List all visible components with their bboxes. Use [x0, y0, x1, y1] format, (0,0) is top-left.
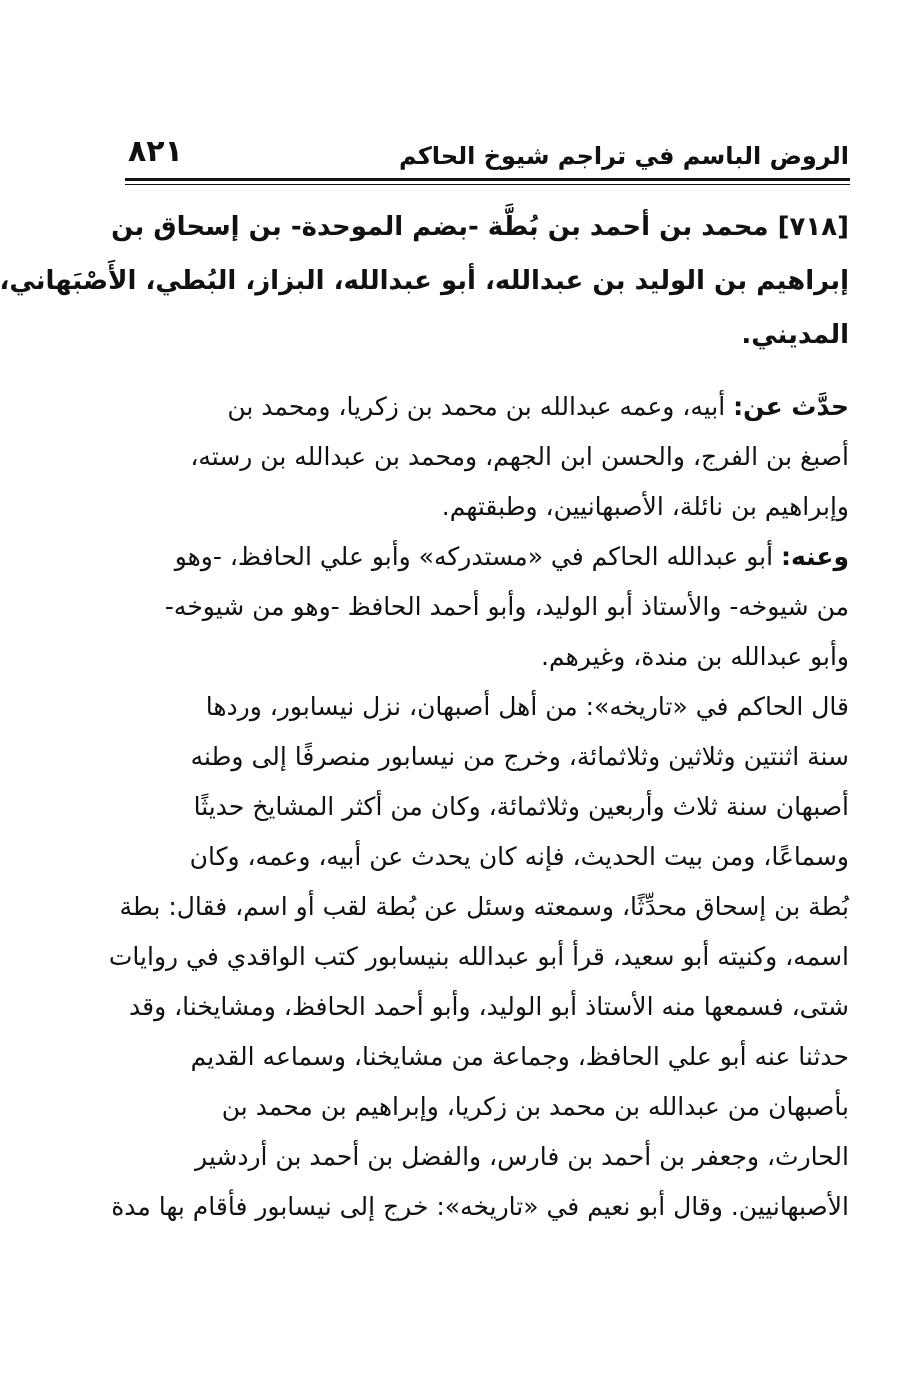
haddath-line: [109, 382, 849, 432]
body-line: قال الحاكم في «تاريخه»: من أهل أصبهان، نزل نيسابور، وردها: [205, 692, 849, 721]
haddath-line: أصبغ بن الفرج، والحسن ابن الجهم، ومحمد بن عبدالله بن رسته،: [190, 442, 849, 471]
haddath-text: أبيه، وعمه عبدالله بن محمد بن زكريا، ومحمد بن: [227, 392, 734, 421]
anhu-line: من شيوخه- والأستاذ أبو الوليد، وأبو أحمد الحافظ -وهو من شيوخه-: [164, 592, 849, 621]
anhu-lead: وعنه:: [781, 542, 849, 571]
anhu-line: [109, 532, 849, 582]
running-title: الروض الباسم في تراجم شيوخ الحاكم: [399, 142, 849, 170]
entry-heading-line: المديني.: [741, 320, 849, 350]
body-line: أصبهان سنة ثلاث وأربعين وثلاثمائة، وكان من أكثر المشايخ حديثًا: [193, 792, 849, 821]
anhu-line: وأبو عبدالله بن مندة، وغيرهم.: [541, 642, 849, 671]
anhu-text: أبو عبدالله الحاكم في «مستدركه» وأبو علي الحافظ، -وهو: [174, 542, 782, 571]
body-line: الحارث، وجعفر بن أحمد بن فارس، والفضل بن أحمد بن أردشير: [195, 1142, 849, 1171]
body-line: وسماعًا، ومن بيت الحديث، فإنه كان يحدث عن أبيه، وعمه، وكان: [189, 842, 849, 871]
paragraph-gap: [109, 362, 849, 382]
entry-text: [0, 200, 849, 1232]
body-line: بُطة بن إسحاق محدِّثًا، وسمعته وسئل عن بُطة لقب أو اسم، فقال: بطة: [119, 892, 849, 921]
body-line: حدثنا عنه أبو علي الحافظ، وجماعة من مشايخنا، وسماعه القديم: [190, 1042, 849, 1071]
entry-heading-line: إبراهيم بن الوليد بن عبدالله، أبو عبدالله، البزاز، البُطي، الأَصْبَهاني،: [0, 266, 849, 296]
header-rule-thick: [125, 178, 850, 181]
body-line: سنة اثنتين وثلاثين وثلاثمائة، وخرج من نيسابور منصرفًا إلى وطنه: [190, 742, 849, 771]
haddath-lead: حدَّث عن:: [733, 392, 849, 421]
entry-heading-line: [٧١٨] محمد بن أحمد بن بُطَّة -بضم الموحدة- بن إسحاق بن: [111, 212, 849, 242]
body-line: بأصبهان من عبدالله بن محمد بن زكريا، وإبراهيم بن محمد بن: [221, 1092, 849, 1121]
haddath-line: وإبراهيم بن نائلة، الأصبهانيين، وطبقتهم.: [441, 492, 849, 521]
page-number: ٨٢١: [128, 134, 183, 169]
body-line: شتى، فسمعها منه الأستاذ أبو الوليد، وأبو أحمد الحافظ، ومشايخنا، وقد: [129, 992, 849, 1021]
body-line: الأصبهانيين. وقال أبو نعيم في «تاريخه»: خرج إلى نيسابور فأقام بها مدة: [111, 1192, 849, 1221]
body-line: اسمه، وكنيته أبو سعيد، قرأ أبو عبدالله بنيسابور كتب الواقدي في روايات: [108, 942, 849, 971]
header-rule-thin: [125, 184, 850, 185]
